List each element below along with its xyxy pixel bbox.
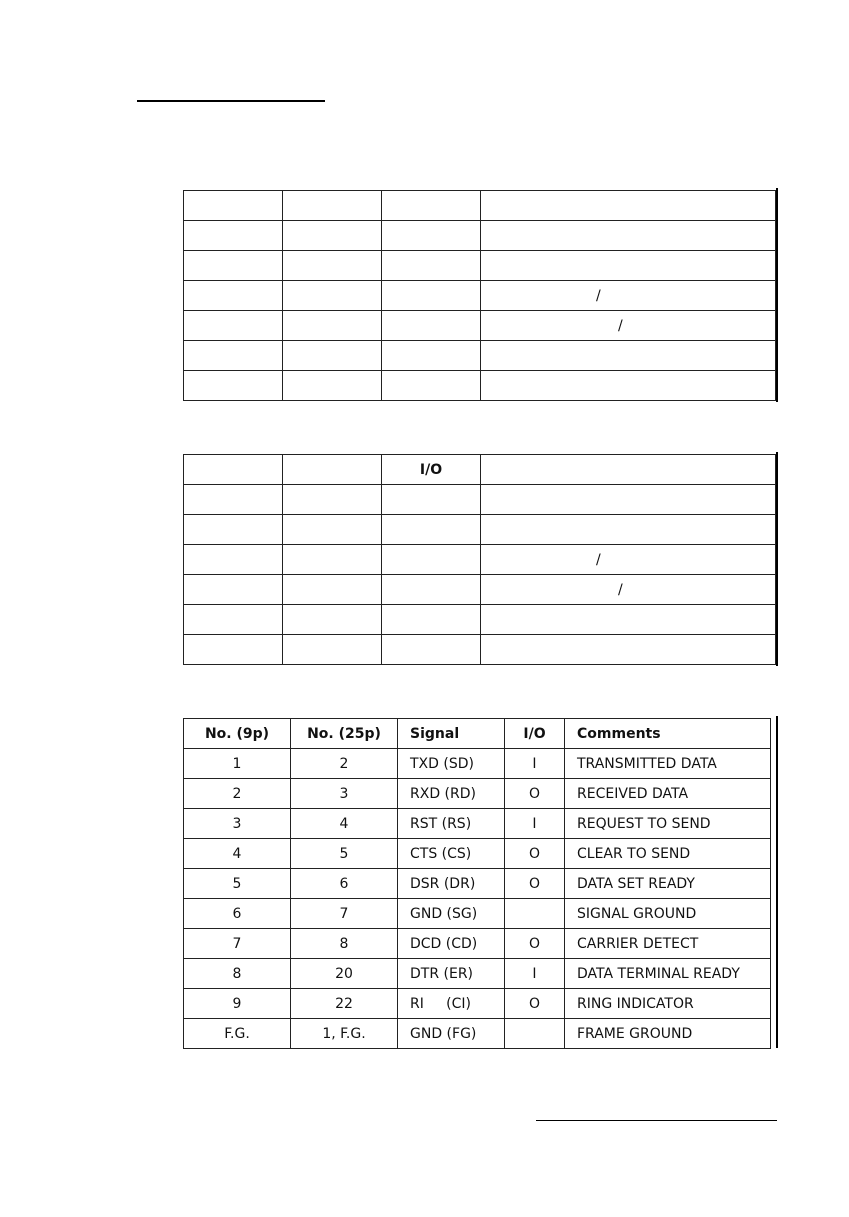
table-cell bbox=[382, 545, 481, 575]
table-cell bbox=[184, 371, 283, 401]
table-row bbox=[184, 1019, 771, 1049]
signal: GND (SG) bbox=[398, 899, 505, 929]
signal: TXD (SD) bbox=[398, 749, 505, 779]
header-signal: Signal bbox=[398, 719, 505, 749]
table-cell bbox=[283, 311, 382, 341]
pin-9p: 1 bbox=[184, 749, 291, 779]
table-cell: / bbox=[481, 575, 776, 605]
signal: DCD (CD) bbox=[398, 929, 505, 959]
table-cell bbox=[283, 605, 382, 635]
io: O bbox=[505, 929, 565, 959]
comment: FRAME GROUND bbox=[565, 1019, 771, 1049]
table-cell bbox=[481, 455, 776, 485]
table-cell bbox=[283, 341, 382, 371]
table-separator-bar bbox=[776, 188, 778, 402]
table-row bbox=[184, 635, 776, 665]
pin-9p: 5 bbox=[184, 869, 291, 899]
table-cell bbox=[184, 311, 283, 341]
table-cell bbox=[382, 341, 481, 371]
table-cell bbox=[283, 515, 382, 545]
table-row bbox=[184, 251, 776, 281]
pin-9p: 7 bbox=[184, 929, 291, 959]
table-row bbox=[184, 311, 776, 341]
pin-25p: 20 bbox=[291, 959, 398, 989]
io: I bbox=[505, 959, 565, 989]
comment: RECEIVED DATA bbox=[565, 779, 771, 809]
comment: TRANSMITTED DATA bbox=[565, 749, 771, 779]
comment: DATA TERMINAL READY bbox=[565, 959, 771, 989]
signal: RST (RS) bbox=[398, 809, 505, 839]
table-row bbox=[184, 221, 776, 251]
table-row bbox=[184, 575, 776, 605]
section-title-underline bbox=[137, 100, 325, 102]
comment: CLEAR TO SEND bbox=[565, 839, 771, 869]
table-cell bbox=[184, 221, 283, 251]
table-cell bbox=[382, 281, 481, 311]
table-cell bbox=[481, 221, 776, 251]
table-row bbox=[184, 455, 776, 485]
rs232-pin-table bbox=[183, 718, 771, 1049]
pin-25p: 7 bbox=[291, 899, 398, 929]
io: I bbox=[505, 809, 565, 839]
io: O bbox=[505, 779, 565, 809]
table-cell bbox=[481, 371, 776, 401]
table-row bbox=[184, 371, 776, 401]
table-row bbox=[184, 341, 776, 371]
table-cell bbox=[481, 515, 776, 545]
table-cell bbox=[382, 191, 481, 221]
pin-9p: 4 bbox=[184, 839, 291, 869]
table-cell bbox=[382, 485, 481, 515]
table-cell bbox=[382, 371, 481, 401]
table-cell bbox=[184, 575, 283, 605]
table-cell bbox=[184, 635, 283, 665]
table-cell bbox=[382, 251, 481, 281]
pin-9p: F.G. bbox=[184, 1019, 291, 1049]
table-cell: / bbox=[481, 281, 776, 311]
table-row bbox=[184, 809, 771, 839]
table-cell bbox=[481, 605, 776, 635]
table-cell bbox=[184, 515, 283, 545]
footer-rule bbox=[536, 1120, 777, 1121]
pin-25p: 8 bbox=[291, 929, 398, 959]
table-row bbox=[184, 989, 771, 1019]
table-cell bbox=[283, 485, 382, 515]
pin-25p: 5 bbox=[291, 839, 398, 869]
signal: CTS (CS) bbox=[398, 839, 505, 869]
table-cell bbox=[184, 191, 283, 221]
table-row bbox=[184, 959, 771, 989]
table-cell bbox=[283, 281, 382, 311]
table-cell bbox=[184, 455, 283, 485]
pin-9p: 8 bbox=[184, 959, 291, 989]
table-cell bbox=[184, 281, 283, 311]
table-cell bbox=[184, 545, 283, 575]
table-row bbox=[184, 839, 771, 869]
comment: REQUEST TO SEND bbox=[565, 809, 771, 839]
table-row bbox=[184, 515, 776, 545]
table-header-io: I/O bbox=[382, 455, 481, 485]
table-cell bbox=[382, 515, 481, 545]
table-cell bbox=[382, 575, 481, 605]
pin-25p: 2 bbox=[291, 749, 398, 779]
pin-9p: 2 bbox=[184, 779, 291, 809]
table-cell bbox=[283, 455, 382, 485]
table-cell bbox=[184, 251, 283, 281]
table-cell bbox=[382, 221, 481, 251]
table-cell bbox=[184, 341, 283, 371]
table-row bbox=[184, 869, 771, 899]
io bbox=[505, 899, 565, 929]
table-row bbox=[184, 749, 771, 779]
pin-25p: 6 bbox=[291, 869, 398, 899]
io: O bbox=[505, 989, 565, 1019]
table-cell bbox=[184, 605, 283, 635]
table-cell bbox=[382, 311, 481, 341]
header-io: I/O bbox=[505, 719, 565, 749]
table-cell bbox=[283, 221, 382, 251]
table-row bbox=[184, 605, 776, 635]
table-cell bbox=[382, 605, 481, 635]
table-cell bbox=[283, 545, 382, 575]
pin-25p: 22 bbox=[291, 989, 398, 1019]
io: O bbox=[505, 869, 565, 899]
table-cell: / bbox=[481, 545, 776, 575]
table-cell bbox=[283, 575, 382, 605]
table-cell bbox=[481, 485, 776, 515]
table-cell bbox=[283, 191, 382, 221]
io: O bbox=[505, 839, 565, 869]
table-cell bbox=[481, 635, 776, 665]
comment: CARRIER DETECT bbox=[565, 929, 771, 959]
header-pin-25p: No. (25p) bbox=[291, 719, 398, 749]
pin-table-2 bbox=[183, 454, 776, 665]
table-cell bbox=[283, 371, 382, 401]
table-row bbox=[184, 485, 776, 515]
table-separator-bar bbox=[776, 452, 778, 666]
signal: DTR (ER) bbox=[398, 959, 505, 989]
table-row bbox=[184, 545, 776, 575]
comment: RING INDICATOR bbox=[565, 989, 771, 1019]
io: I bbox=[505, 749, 565, 779]
pin-table-1 bbox=[183, 190, 776, 401]
signal: RI (CI) bbox=[398, 989, 505, 1019]
table-separator-bar bbox=[776, 716, 778, 1048]
pin-25p: 4 bbox=[291, 809, 398, 839]
table-row bbox=[184, 281, 776, 311]
table-header-row bbox=[184, 719, 771, 749]
table-cell bbox=[184, 485, 283, 515]
pin-9p: 9 bbox=[184, 989, 291, 1019]
signal: DSR (DR) bbox=[398, 869, 505, 899]
signal: RXD (RD) bbox=[398, 779, 505, 809]
table-cell bbox=[283, 635, 382, 665]
table-cell bbox=[382, 635, 481, 665]
table-row bbox=[184, 899, 771, 929]
table-cell bbox=[481, 341, 776, 371]
table-cell bbox=[481, 191, 776, 221]
table-row bbox=[184, 191, 776, 221]
table-cell: / bbox=[481, 311, 776, 341]
table-row bbox=[184, 929, 771, 959]
pin-25p: 3 bbox=[291, 779, 398, 809]
table-cell bbox=[481, 251, 776, 281]
table-row bbox=[184, 779, 771, 809]
pin-9p: 3 bbox=[184, 809, 291, 839]
signal: GND (FG) bbox=[398, 1019, 505, 1049]
comment: SIGNAL GROUND bbox=[565, 899, 771, 929]
pin-25p: 1, F.G. bbox=[291, 1019, 398, 1049]
pin-9p: 6 bbox=[184, 899, 291, 929]
io bbox=[505, 1019, 565, 1049]
comment: DATA SET READY bbox=[565, 869, 771, 899]
table-cell bbox=[283, 251, 382, 281]
header-pin-9p: No. (9p) bbox=[184, 719, 291, 749]
header-comments: Comments bbox=[565, 719, 771, 749]
